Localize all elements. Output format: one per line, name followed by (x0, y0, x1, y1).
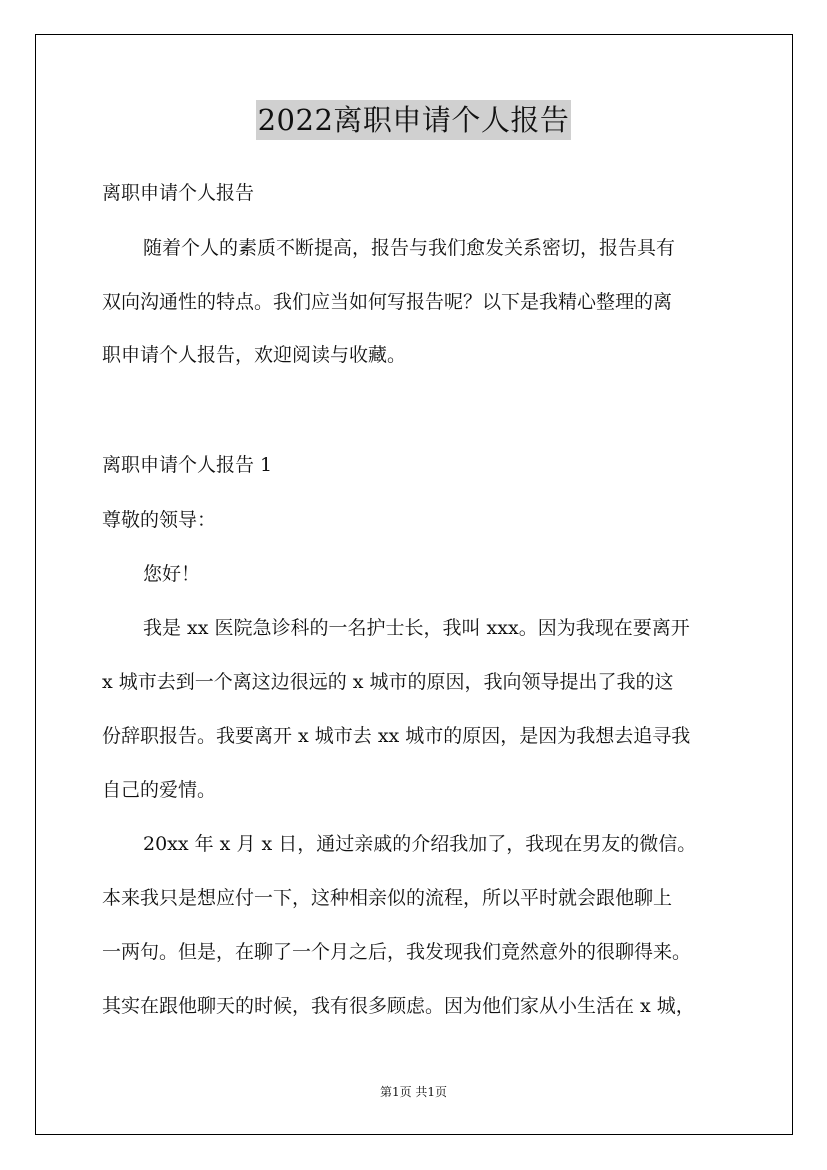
paragraph-line: 我是 xx 医院急诊科的一名护士长，我叫 xxx。因为我现在要离开 (143, 617, 690, 639)
paragraph-line: 职申请个人报告，欢迎阅读与收藏。 (102, 344, 407, 366)
paragraph-line: 双向沟通性的特点。我们应当如何写报告呢？以下是我精心整理的离 (102, 291, 673, 313)
paragraph-line: 份辞职报告。我要离开 x 城市去 xx 城市的原因，是因为我想去追寻我 (102, 725, 691, 747)
paragraph-line: 本来我只是想应付一下，这种相亲似的流程，所以平时就会跟他聊上 (102, 887, 673, 909)
paragraph-line: 随着个人的素质不断提高，报告与我们愈发关系密切，报告具有 (143, 237, 676, 259)
paragraph-line: 20xx 年 x 月 x 日，通过亲戚的介绍我加了，我现在男友的微信。 (143, 833, 697, 855)
salutation: 尊敬的领导： (102, 509, 217, 531)
document-title: 2022离职申请个人报告 (256, 100, 572, 140)
paragraph-line: x 城市去到一个离这边很远的 x 城市的原因，我向领导提出了我的这 (102, 671, 674, 693)
title-container (0, 100, 827, 140)
document-subtitle: 离职申请个人报告 (102, 182, 255, 204)
page-footer: 第1页 共1页 (379, 1085, 448, 1099)
paragraph-line: 自己的爱情。 (102, 779, 217, 801)
paragraph-line: 一两句。但是，在聊了一个月之后，我发现我们竟然意外的很聊得来。 (102, 941, 692, 963)
greeting: 您好！ (143, 563, 201, 585)
section-heading: 离职申请个人报告 1 (102, 454, 273, 476)
paragraph-line: 其实在跟他聊天的时候，我有很多顾虑。因为他们家从小生活在 x 城， (102, 995, 695, 1017)
